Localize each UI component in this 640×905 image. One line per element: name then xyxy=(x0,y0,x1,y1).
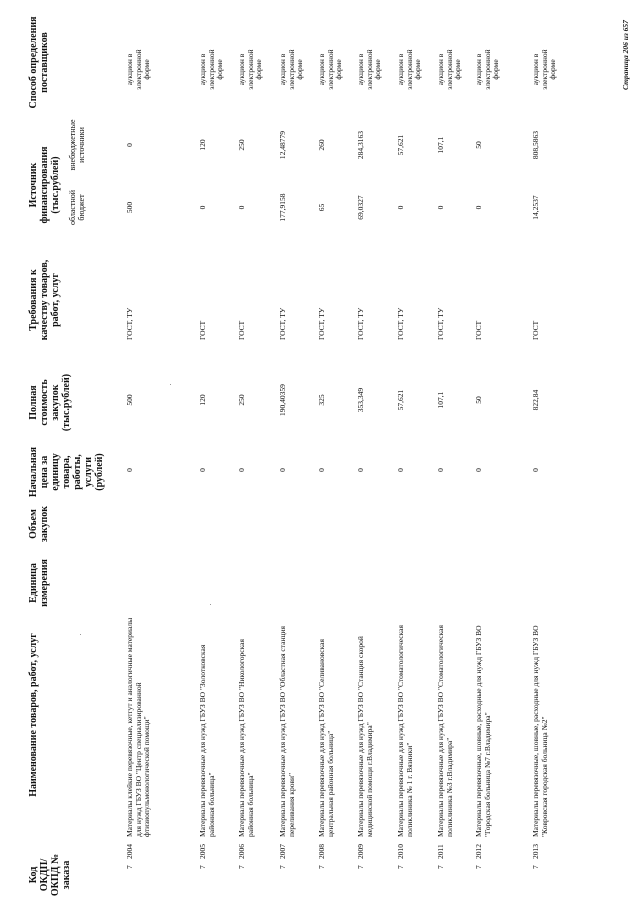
row-2012-name: Материалы перевязочные, шовные, расходные для нужд ГБУЗ ВО "Городская больница №7 г.Владимира" xyxy=(474,625,492,837)
row-2013-code: 7 xyxy=(531,865,540,869)
header-volume: Объем закупок xyxy=(28,505,50,543)
row-2011-total: 107,1 xyxy=(436,391,445,409)
page-footer: Страница 206 из 657 xyxy=(621,20,630,90)
row-2012-method: аукцион в электронной форме xyxy=(474,49,500,90)
row-2004-name: Материалы клейкие перевязочные, кетгут и аналогичные материалы для нужд ГБУЗ ВО "Центр специализированной фтизиопульмонологической помощи" xyxy=(125,617,151,837)
row-2005-regional: 0 xyxy=(198,205,207,210)
row-2007-req: ГОСТ, ТУ xyxy=(278,307,287,340)
row-2008-name: Материалы перевязочные для нужд ГБУЗ ВО "Селивановская центральная районная больница" xyxy=(317,639,335,837)
row-2005-order: 2005 xyxy=(198,844,207,859)
row-2009-regional: 69,0327 xyxy=(356,195,365,220)
row-2004-regional: 500 xyxy=(125,201,134,214)
header-requirements: Требования к качеству товаров, работ, услуг xyxy=(28,259,61,341)
row-2007-regional: 177,9158 xyxy=(278,193,287,222)
row-2008-regional: 65 xyxy=(317,203,326,212)
row-2012-price: 0 xyxy=(474,468,483,472)
row-2009-order: 2009 xyxy=(356,844,365,859)
row-2011-method: аукцион в электронной форме xyxy=(436,49,462,90)
header-total: Полная стоимость закупок (тыс.рублей) xyxy=(28,373,72,432)
row-2012-regional: 0 xyxy=(474,205,483,210)
row-2005-code: 7 xyxy=(198,865,207,869)
row-2013-regional: 14,2537 xyxy=(531,195,540,220)
row-2005-method: аукцион в электронной форме xyxy=(198,49,224,90)
row-2005-name: Материалы перевязочные для нужд ГБУЗ ВО "Золотковская районная больница" xyxy=(198,644,216,837)
row-2007-offbudget: 12,48779 xyxy=(278,130,287,160)
row-2011-price: 0 xyxy=(436,468,445,472)
row-2008-req: ГОСТ, ТУ xyxy=(317,307,326,340)
row-2006-price: 0 xyxy=(237,468,246,472)
scan-dot xyxy=(80,634,81,635)
row-2007-code: 7 xyxy=(278,865,287,869)
row-2013-method: аукцион в электронной форме xyxy=(531,49,557,90)
row-2008-method: аукцион в электронной форме xyxy=(317,49,343,90)
row-2012-req: ГОСТ xyxy=(474,320,483,340)
row-2010-method: аукцион в электронной форме xyxy=(396,49,422,90)
row-2008-price: 0 xyxy=(317,468,326,472)
row-2005-total: 120 xyxy=(198,394,207,406)
header-funding-regional: областной бюджет xyxy=(68,189,86,226)
row-2007-total: 190,40359 xyxy=(278,384,287,416)
row-2008-code: 7 xyxy=(317,865,326,869)
row-2007-name: Материалы перевязочные для нужд ГБУЗ ВО "Областная станция переливания крови" xyxy=(278,626,296,837)
row-2013-total: 822,84 xyxy=(531,389,540,411)
row-2009-method: аукцион в электронной форме xyxy=(356,49,382,90)
row-2009-offbudget: 284,3163 xyxy=(356,130,365,160)
row-2009-req: ГОСТ, ТУ xyxy=(356,307,365,340)
row-2007-method: аукцион в электронной форме xyxy=(278,49,304,90)
row-2008-offbudget: 260 xyxy=(317,139,326,151)
row-2008-total: 325 xyxy=(317,394,326,406)
row-2006-name: Материалы перевязочные для нужд ГБУЗ ВО "Никологорская районная больница" xyxy=(237,639,255,837)
row-2006-method: аукцион в электронной форме xyxy=(237,49,263,90)
row-2010-name: Материалы перевязочные для нужд ГБУЗ ВО "Стоматологическая поликлиника № 1 г. Вязники" xyxy=(396,625,414,837)
row-2013-name: Материалы перевязочные, шовные, расходные для нужд ГБУЗ ВО "Ковровская городская больница №2" xyxy=(531,625,549,837)
header-start-price: Начальная цена за единицу товара, работы, услуги (рублей) xyxy=(28,446,105,498)
row-2005-req: ГОСТ xyxy=(198,320,207,340)
row-2006-code: 7 xyxy=(237,865,246,869)
row-2006-total: 250 xyxy=(237,394,246,406)
row-2010-order: 2010 xyxy=(396,844,405,859)
row-2011-order: 2011 xyxy=(436,844,445,859)
row-2010-price: 0 xyxy=(396,468,405,472)
row-2010-offbudget: 57,621 xyxy=(396,134,405,156)
row-2007-order: 2007 xyxy=(278,844,287,859)
row-2006-req: ГОСТ xyxy=(237,320,246,340)
row-2009-price: 0 xyxy=(356,468,365,472)
row-2010-regional: 0 xyxy=(396,205,405,210)
row-2010-total: 57,621 xyxy=(396,389,405,411)
row-2005-price: 0 xyxy=(198,468,207,472)
row-2004-offbudget: 0 xyxy=(125,143,134,147)
header-method: Способ определения поставщиков xyxy=(28,16,50,109)
row-2006-regional: 0 xyxy=(237,205,246,210)
row-2005-offbudget: 120 xyxy=(198,139,207,151)
row-2009-name: Материалы перевязочные для нужд ГБУЗ ВО "Станция скорой медицинской помощи г.Владимира" xyxy=(356,636,374,837)
row-2004-req: ГОСТ, ТУ xyxy=(125,307,134,340)
row-2011-req: ГОСТ, ТУ xyxy=(436,307,445,340)
header-unit: Единица измерения xyxy=(28,559,50,607)
row-2004-order: 2004 xyxy=(125,844,134,859)
row-2007-price: 0 xyxy=(278,468,287,472)
row-2008-order: 2008 xyxy=(317,844,326,859)
scan-dot xyxy=(170,384,171,385)
row-2011-offbudget: 107,1 xyxy=(436,136,445,154)
row-2004-price: 0 xyxy=(125,468,134,472)
header-funding-offbudget: внебюджетные источники xyxy=(68,119,86,171)
row-2013-req: ГОСТ xyxy=(531,320,540,340)
header-funding: Источник финансирования (тыс.рублей) xyxy=(28,146,61,224)
row-2009-code: 7 xyxy=(356,865,365,869)
row-2012-offbudget: 50 xyxy=(474,141,483,149)
row-2010-code: 7 xyxy=(396,865,405,869)
header-code: Код ОКДП/ ОКПД № заказа xyxy=(28,853,72,897)
scan-dot xyxy=(210,604,211,605)
row-2013-order: 2013 xyxy=(531,844,540,859)
row-2012-order: 2012 xyxy=(474,844,483,859)
row-2013-price: 0 xyxy=(531,468,540,472)
row-2004-method: аукцион в электронной форме xyxy=(125,49,151,90)
row-2006-offbudget: 250 xyxy=(237,139,246,151)
row-2010-req: ГОСТ, ТУ xyxy=(396,307,405,340)
row-2011-name: Материалы перевязочные для нужд ГБУЗ ВО "Стоматологическая поликлиника №3 г.Владимира" xyxy=(436,625,454,837)
row-2011-regional: 0 xyxy=(436,205,445,210)
row-2009-total: 353,349 xyxy=(356,387,365,413)
row-2004-total: 500 xyxy=(125,394,134,406)
row-2012-code: 7 xyxy=(474,865,483,869)
row-2006-order: 2006 xyxy=(237,844,246,859)
row-2004-code: 7 xyxy=(125,865,134,869)
row-2011-code: 7 xyxy=(436,865,445,869)
row-2012-total: 50 xyxy=(474,396,483,404)
row-2013-offbudget: 808,5863 xyxy=(531,130,540,160)
header-name: Наименование товаров, работ, услуг xyxy=(28,633,39,797)
